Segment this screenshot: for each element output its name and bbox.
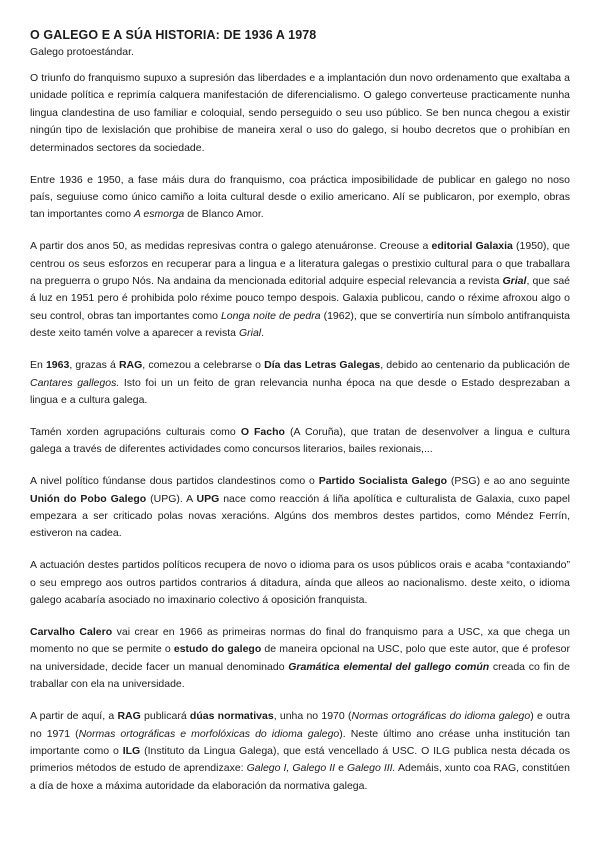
paragraph-text: (UPG). A [146,492,197,505]
emphasis-text: Longa noite de pedra [220,309,321,322]
emphasis-text: UPG [196,492,220,505]
paragraph-text: , unha no 1970 ( [273,710,352,723]
paragraph-text: ). Neste último ano créase unha institución tan importante como o [30,727,570,757]
paragraph-text: Isto foi un un feito de gran relevancia nunha época na que desde o Estado desprezaban a lingua e a cultura galega. [30,376,570,406]
paragraph-text: O triunfo do franquismo supuxo a supresión das liberdades e a implantación dun novo ordenamento que exaltaba a unidade política e reprimía calquera manifestación de diferencialismo. O galego converteuse practicamente nunha lingua clandestina de uso familiar e coloquial, sendo perseguido o seu uso público. Se ben nunca chegou a existir ningún tipo de lexislación que prohibise de maneira xeral o uso do galego, si houbo decretos que o prohibían en determinados sectores da sociedade. [30,72,570,154]
emphasis-text: Normas ortográficas e morfolóxicas do idioma galego [78,727,340,740]
paragraph [30,357,570,409]
paragraph-text: de Blanco Amor. [184,208,264,221]
emphasis-text: estudo do galego [173,643,262,656]
paragraph [30,238,570,342]
emphasis-text: Grial [502,275,527,288]
document-subtitle: Galego protoestándar. [30,46,134,58]
paragraph-text: (A Coruña), que tratan de desenvolver a lingua e cultura galega a través de diferentes actividades como concursos literarios, bailes rexionais,... [30,425,571,456]
paragraph-text: Tamén xorden agrupacións culturais como [30,425,241,438]
paragraph [30,424,570,459]
paragraph [30,473,570,543]
emphasis-text: editorial Galaxia [431,240,513,253]
emphasis-text: Gramática elemental del gallego común [288,660,490,673]
paragraph [30,624,570,694]
paragraph-text: publicará [140,710,190,723]
paragraph-text: (PSG) e ao ano seguinte [447,475,570,488]
paragraph [30,557,570,609]
paragraph-text: , grazas á [69,359,119,372]
paragraph-text: de maneira opcional na USC, polo que este autor, que é profesor na universidade, decide facer un manual denominado [30,643,570,673]
paragraph-text: Entre 1936 e 1950, a fase máis dura do franquismo, coa práctica imposibilidade de publicar en galego no noso país, seguiuse como único camiño a loita cultural desde o exilio americano. Alí se publicaron, por exemplo, obras tan importantes como [30,173,570,221]
paragraph-text: , que saé á luz en 1951 pero é prohibida polo réxime pouco tempo despois. Galaxia publicou, cando o réxime afroxou algo o seu control, obras tan importantes como [30,275,571,322]
paragraph-text: A partir de aquí, a [30,710,118,723]
emphasis-text: dúas normativas [189,710,274,723]
emphasis-text: Carvalho Calero [30,626,113,639]
paragraph [30,708,570,795]
paragraph-text: . [261,327,265,340]
emphasis-text: RAG [118,359,143,372]
paragraph-text: A actuación destes partidos políticos recupera de novo o idioma para os usos públicos orais e acaba “contaxiando” o seu emprego aos outros partidos contrarios á ditadura, aínda que alleos ao nacionalismo. deste xeito, o idioma galego acabaría asociado no imaxinario colectivo á oposición franquista. [30,559,570,607]
emphasis-text: Unión do Pobo Galego [30,492,147,505]
paragraph-text: nace como reacción á liña apolítica e culturalista de Galaxia, cuxo papel empezara a ser criticado polas novas xeracións. Algúns dos membros destes partidos, como Méndez Ferrín, estiveron na cadea. [30,492,570,540]
paragraph-text: creada co fin de traballar con ela na universidade. [30,660,570,691]
paragraph-text: vai crear en 1966 as primeiras normas do final do franquismo para a USC, xa que chega un momento no que se permite o [30,626,570,656]
paragraph-text: En [30,359,46,372]
paragraph-text: Ademáis, xunto coa RAG, constitúen a día de hoxe a máxima autoridade da elaboración da normativa galega. [30,762,570,792]
emphasis-text: Normas ortográficas do idioma galego [351,710,531,723]
emphasis-text: Galego I, Galego II [246,762,336,775]
emphasis-text: 1963 [45,359,70,372]
paragraph [30,172,570,224]
emphasis-text: ILG [122,745,141,757]
emphasis-text: O Facho [240,425,285,438]
paragraph-text: e [335,762,347,775]
paragraph-text: A partir dos anos 50, as medidas represivas contra o galego atenuáronse. Creouse a [30,240,432,253]
emphasis-text: Galego III. [346,762,396,775]
emphasis-text: Cantares gallegos. [30,376,120,389]
paragraph-text: (1962), que se convertiría nun símbolo antifranquista deste xeito tamén volve a aparecer a revista [30,309,570,340]
emphasis-text: Partido Socialista Galego [318,475,448,488]
paragraph-text: , comezou a celebrarse o [142,359,265,372]
paragraph-text: (1950), que centrou os seus esforzos en recuperar para a lingua e a literatura galegas o prestixio cultural para o que traballara na preguerra o grupo Nós. Na andaina da mencionada editorial adquire especial relevancia a revista [30,240,571,288]
paragraph-text: A nivel político fúndanse dous partidos clandestinos como o [30,475,319,488]
emphasis-text: A esmorga [133,208,185,221]
emphasis-text: RAG [117,710,141,723]
document-title: O GALEGO E A SÚA HISTORIA: DE 1936 A 1978 [30,28,317,42]
emphasis-text: Día das Letras Galegas [264,359,381,372]
paragraph-text: (Instituto da Lingua Galega), que está vencellado á USC. O ILG publica nesta década os primerios métodos de estudo de aprendizaxe: [30,745,570,775]
paragraph-text: ) e outra no 1971 ( [30,710,570,740]
paragraph-text: , debido ao centenario da publicación de [380,359,571,372]
paragraph [30,70,570,157]
emphasis-text: Grial [238,327,262,340]
